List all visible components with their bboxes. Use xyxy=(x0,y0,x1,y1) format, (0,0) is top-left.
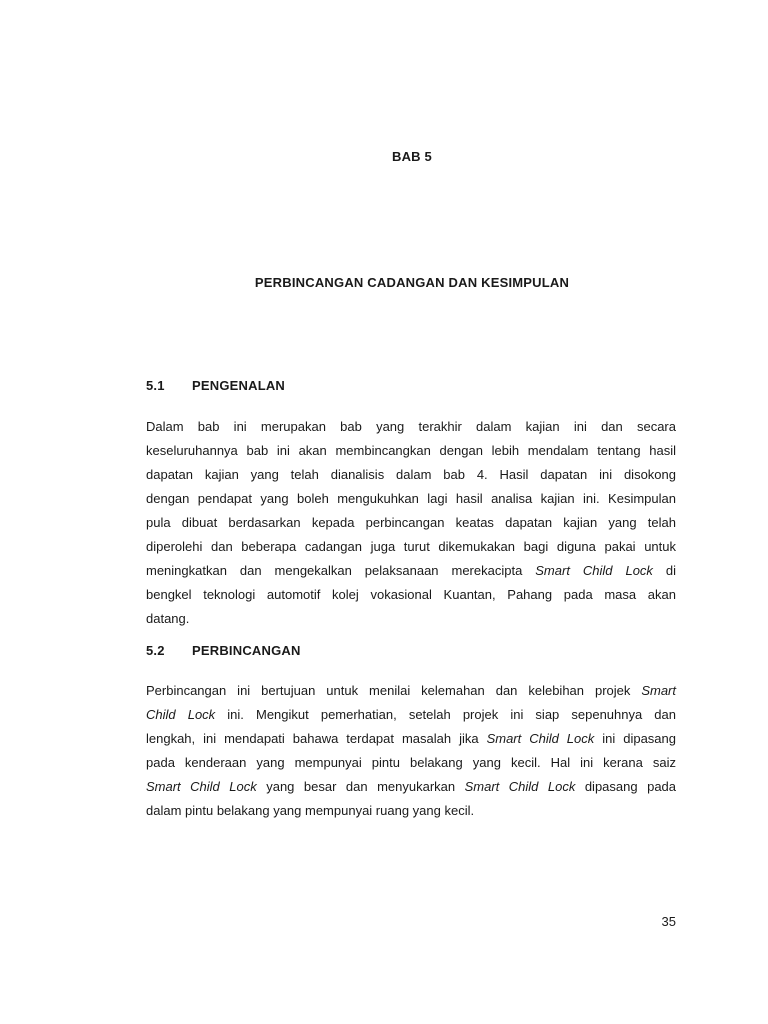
paragraph-line xyxy=(146,439,676,463)
product-name-italic: Smart xyxy=(641,683,676,698)
paragraph-line xyxy=(146,607,676,631)
product-name-italic: Smart Child Lock xyxy=(486,731,595,746)
paragraph-line xyxy=(146,583,676,607)
paragraph-text: keseluruhannya bab ini akan membincangkan dengan lebih mendalam tentang hasil xyxy=(146,443,676,458)
chapter-label: BAB 5 xyxy=(391,149,432,164)
chapter-title: PERBINCANGAN CADANGAN DAN KESIMPULAN xyxy=(254,275,570,290)
paragraph-line xyxy=(146,487,676,511)
paragraph-text: ini dipasang xyxy=(594,731,676,746)
paragraph-text: bengkel teknologi automotif kolej vokasional Kuantan, Pahang pada masa akan xyxy=(146,587,676,602)
paragraph-text: pada kenderaan yang mempunyai pintu belakang yang kecil. Hal ini kerana saiz xyxy=(146,755,676,770)
section-title: PERBINCANGAN xyxy=(192,643,301,658)
paragraph-line xyxy=(146,679,676,703)
paragraph-line xyxy=(146,415,676,439)
paragraph-line xyxy=(146,463,676,487)
page-number: 35 xyxy=(661,914,676,929)
section-paragraph-5-2 xyxy=(146,679,676,823)
product-name-italic: Smart Child Lock xyxy=(146,779,257,794)
section-title: PENGENALAN xyxy=(192,378,286,393)
paragraph-text: Dalam bab ini merupakan bab yang terakhir dalam kajian ini dan secara xyxy=(146,419,676,434)
section-paragraph-5-1 xyxy=(146,415,676,631)
paragraph-line xyxy=(146,775,676,799)
paragraph-line xyxy=(146,559,676,583)
paragraph-text: yang besar dan menyukarkan xyxy=(256,779,465,794)
section-number: 5.2 xyxy=(146,643,165,658)
paragraph-text: di xyxy=(652,563,677,578)
paragraph-text: lengkah, ini mendapati bahawa terdapat masalah jika xyxy=(146,731,487,746)
paragraph-text: dalam pintu belakang yang mempunyai ruang yang kecil. xyxy=(146,803,475,818)
paragraph-line xyxy=(146,799,676,823)
section-heading-5-2 xyxy=(146,643,301,658)
paragraph-text: pula dibuat berdasarkan kepada perbincangan keatas dapatan kajian yang telah xyxy=(146,515,676,530)
paragraph-line xyxy=(146,703,676,727)
section-heading-5-1 xyxy=(146,378,285,393)
section-number: 5.1 xyxy=(146,378,165,393)
paragraph-text: ini. Mengikut pemerhatian, setelah projek ini siap sepenuhnya dan xyxy=(215,707,676,722)
paragraph-text: dengan pendapat yang boleh mengukuhkan lagi hasil analisa kajian ini. Kesimpulan xyxy=(146,491,676,506)
paragraph-text: diperolehi dan beberapa cadangan juga turut dikemukakan bagi diguna pakai untuk xyxy=(146,539,676,554)
paragraph-line xyxy=(146,751,676,775)
paragraph-line xyxy=(146,511,676,535)
paragraph-line xyxy=(146,535,676,559)
paragraph-line xyxy=(146,727,676,751)
product-name-italic: Smart Child Lock xyxy=(464,779,576,794)
paragraph-text: Perbincangan ini bertujuan untuk menilai kelemahan dan kelebihan projek xyxy=(146,683,642,698)
product-name-italic: Smart Child Lock xyxy=(535,563,653,578)
paragraph-text: datang. xyxy=(146,611,190,626)
product-name-italic: Child Lock xyxy=(146,707,216,722)
paragraph-text: meningkatkan dan mengekalkan pelaksanaan merekacipta xyxy=(146,563,536,578)
paragraph-text: dipasang pada xyxy=(575,779,677,794)
paragraph-text: dapatan kajian yang telah dianalisis dalam bab 4. Hasil dapatan ini disokong xyxy=(146,467,676,482)
